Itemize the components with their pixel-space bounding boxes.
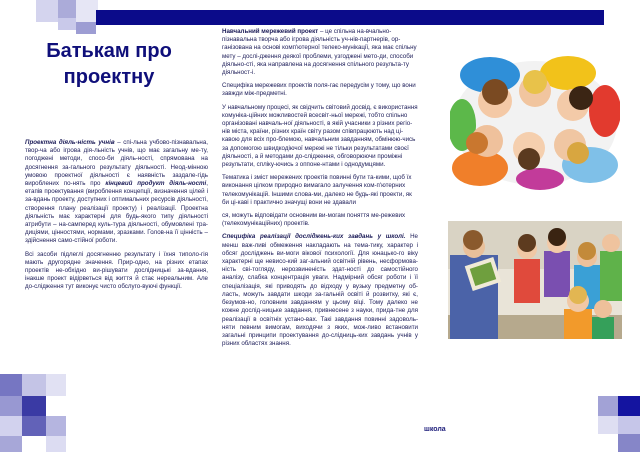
decor-square <box>618 416 640 434</box>
decor-square <box>22 396 46 416</box>
left-column-text <box>25 139 208 297</box>
title-line-1: Батькам про <box>46 40 172 62</box>
decor-square <box>76 0 98 22</box>
page-title <box>34 38 184 90</box>
decor-square <box>46 374 66 396</box>
mid-paragraph-1-text: – це спільна на-вчально-пізнавальна творча або ігрова діяльність уч-нів-партнерів, ор-ганізована на основі комп'ютерної телеко-мунікації, яка має спільну мету – дослі-дження деякої проблеми, узгоджені мето-ди, способи діяльно-сті, яка направлена на досягнення спільного результа-ту діяльност-і. <box>222 28 417 77</box>
decor-square <box>598 396 618 416</box>
left-paragraph-1-text-cont: , етапів проектування (вироблення концепції, визначення цілей і за-вдань проекту, доступних і оптимальних ресурсів діяльності, створення плану реалізації проекту) і реалізації. Проектна діяльність має характерні для будь-якого типу діяльності атрибути – на-самперед куль-тура діяльності, обумовлені тра-диціями, цінностями, нормами, зразками. Голов-на її цінність – здійснення само-стійної роботи. <box>25 180 208 245</box>
left-paragraph-1-text: – спі-льна учбово-пізнавальна, твор-ча або ігрова дія-льність учнів, що має загальну ме-ту, погоджені методи, спосо-би діяль-ності, спрямована на досягнення за-гального результату діяльності. Неод-мінною умовою проектної діяльності є наявність заздале-гідь вироблених по-нять про <box>25 139 209 188</box>
decor-square <box>22 374 46 396</box>
decor-square <box>36 0 58 22</box>
decor-square <box>0 396 22 416</box>
mid-paragraph-5: ся, можуть відповідати основним ви-могам поняття ме-режевих (телекомунікаційних) проектів. <box>222 212 406 228</box>
mid-paragraph-2: Специфіка мережевих проектів поля-гає передусім у тому, що вони завжди між-предметні. <box>222 82 416 98</box>
term-research-tasks: Специфіка реалізації досліджень-ких завдань у школі. <box>222 233 406 241</box>
decor-square <box>598 416 618 434</box>
middle-column-text <box>222 28 418 353</box>
left-paragraph-2: Всі засоби підлеглі досягненню результату і їхня типоло-гія мають другорядне значення. Прир-одно, на різних етапах проектів не-обхідно ви-рішувати дослідницькі за-вдання, інакше проект відірветься від життя й стає нереальним. Але до-слідження тут виконує чисто обслуго-вуючі функції. <box>25 250 208 291</box>
left-paragraph-1 <box>25 139 208 246</box>
children-circle-photo <box>450 53 620 190</box>
decor-square <box>22 416 46 436</box>
decor-square <box>76 22 96 34</box>
decor-square <box>0 416 22 436</box>
mid-paragraph-6 <box>222 233 418 348</box>
decor-square <box>58 0 76 18</box>
header-bar <box>96 10 604 25</box>
decor-square <box>0 374 22 396</box>
teacher-reading-photo <box>448 221 622 339</box>
term-project-activity: Проектна діяль-ність учнів <box>25 139 115 146</box>
mid-paragraph-4: Тематика і зміст мережених проектів повинні бути та-кими, щоб їх виконання цілком природно вимагало залучення ком-п'ютерних телекомунікацій. Іншими слова-ми, далеко не будь-які проекти, як би ці-каві і практично значущі вони не здавали <box>222 174 412 206</box>
decor-square <box>0 436 22 452</box>
footer-label: школа <box>424 426 446 433</box>
decor-square <box>618 434 640 452</box>
decor-square <box>618 396 640 416</box>
decor-square <box>46 416 66 436</box>
mid-paragraph-3: У навчальному процесі, як свідчить світовий досвід, є використання комуніка-ційних можливостей всесвіт-ньої мережі, тобто спільно організовані навчаль-ної діяльності, в якій учасники з різних регіо-нів міста, країни, різних країн світу разом співпрацюють над ці-кавою для всіх про-блемою, навчальним завданням, обмінюю-чись за допомогою швидкодіючої мережі не тільки результатами своєї діяльності, а й методами до-слідження, обговорюючи проміжні результати, спліку-ючись з оппоне-нтами і однодумцями. <box>222 103 418 169</box>
decor-square <box>46 436 66 452</box>
mid-paragraph-6-text: Не менш важ-ливі обмеження накладають на тема-тику, характер і обсяг досліджень ви-моги вікової психології. Для юнацько-го віку характерні ще невисо-кий заг-альний освітній рівень, несформова-ність сві-тогляду, нерозвиненість здат-ності до самостійного аналізу, слабка концентрація уваги. Надмірний обсяг роботи і її спеціалізація, які приводять до відходу у вузьку предметну об-ласть, можуть завдати шкоди за-гальній освіті й розвитку, які є, безумов-но, головним завданням у цьому віці. Тому далеко не кожне дослід-ницьке завдання, привнесене з науки, прида-тне для реалізації в освітніх устано-вах. Такі завдання повинні задоволь-няти певним вимогам, виходячи з яких, мож-ливо встановити загальні принципи проектування до-слідниць-ких завдань учнів у різних областях знання. <box>222 233 418 348</box>
term-network-project: Навчальний мережевий проект <box>222 28 319 35</box>
decor-square <box>58 18 76 30</box>
title-line-2: проектну <box>63 66 155 88</box>
term-final-product: кінцевий продукт діяль-ності <box>105 180 207 188</box>
mid-paragraph-1 <box>222 28 418 77</box>
